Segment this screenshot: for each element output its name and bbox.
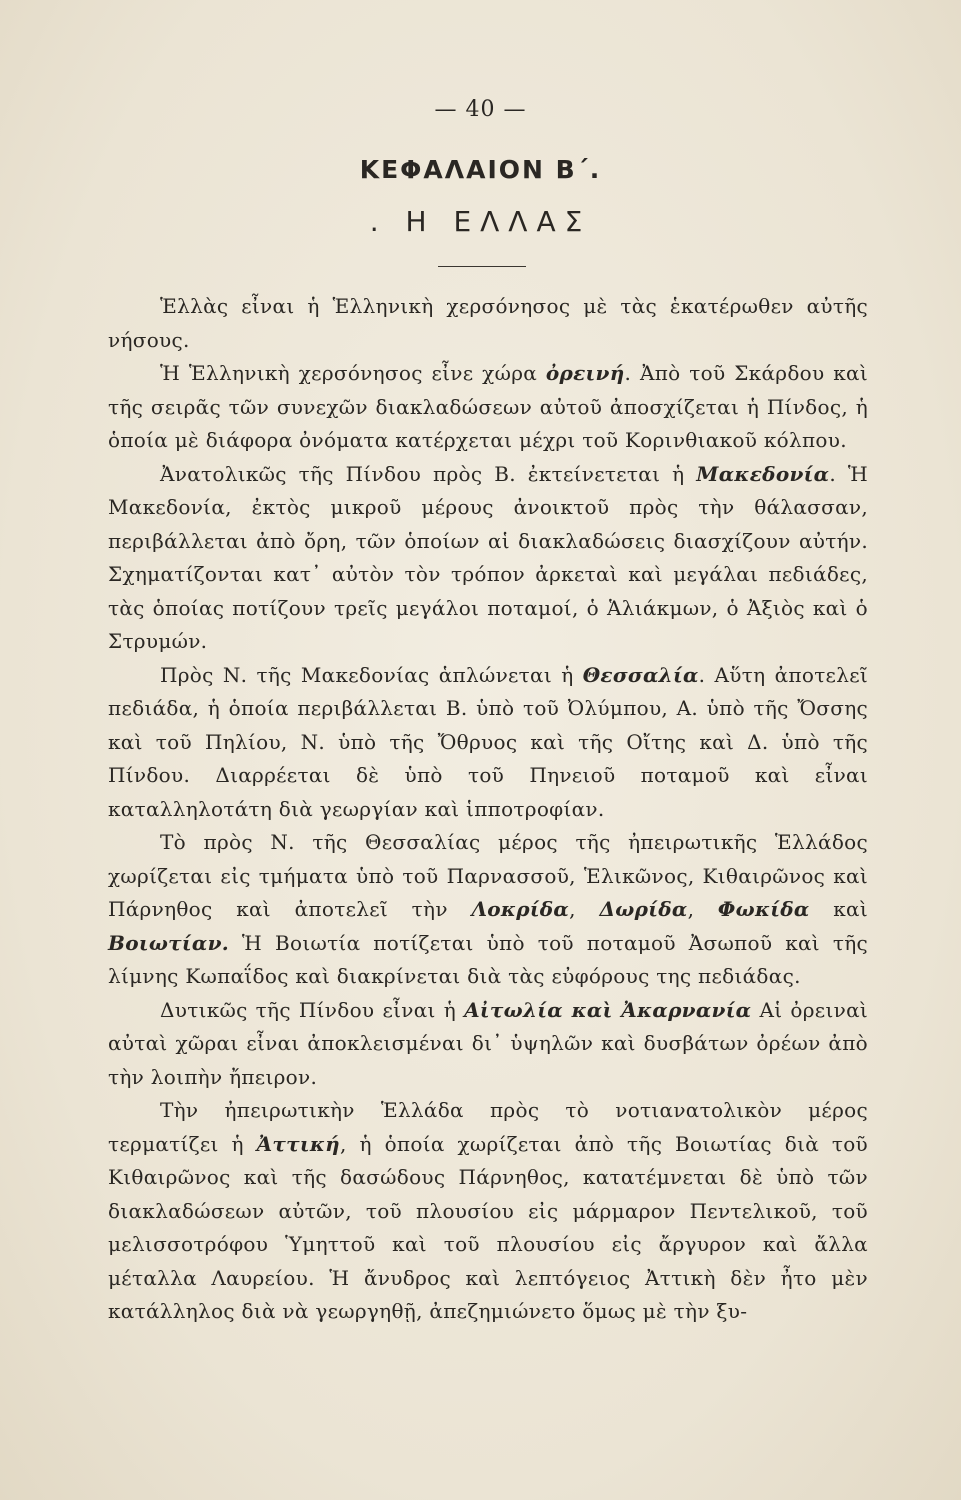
text-run: , ἡ ὁποία χωρίζεται ἀπὸ τῆς Βοιωτίας διὰ τοῦ Κιθαιρῶνος καὶ τῆς δασώδους Πάρνηθος, κατατέμνεται δὲ ὑπὸ τῶν διακλαδώσεων αὐτῶν, τοῦ πλουσίου εἰς μάρμαρον Πεντελικοῦ, τοῦ μελισσοτρόφου Ὑμηττοῦ καὶ τοῦ πλουσίου εἰς ἄργυρον καὶ ἄλλα μέταλλα Λαυρείου. Ἡ ἄνυδρος καὶ λεπτόγειος Ἀττικὴ δὲν ἦτο μὲν κατάλληλος διὰ νὰ γεωργηθῇ, ἀπεζημιώνετο ὅμως μὲ τὴν ξυ- (108, 1131, 868, 1323)
text-run: Ἡ Ἑλληνικὴ χερσόνησος εἶνε χώρα (160, 361, 546, 385)
text-run: Ἡ Βοιωτία ποτίζεται ὑπὸ τοῦ ποταμοῦ Ἀσωποῦ καὶ τῆς λίμνης Κωπαΐδος καὶ διακρίνεται διὰ τὰς εὐφόρους της πεδιάδας. (108, 930, 868, 988)
emphasized-term: ὀρεινή (545, 361, 625, 385)
paragraph (108, 994, 868, 1095)
section-title: . Η ΕΛΛΑΣ (369, 205, 592, 238)
text-run: . Ἡ Μακεδονία, ἐκτὸς μικροῦ μέρους ἀνοικτοῦ πρὸς τὴν θάλασσαν, περιβάλλεται ἀπὸ ὄρη, τῶν ὁποίων αἱ διακλαδώσεις διασχίζουν αὐτήν. Σχηματίζονται κατ᾽ αὐτὸν τὸν τρόπον ἀρκεταὶ καὶ μεγάλαι πεδιάδες, τὰς ὁποίας ποτίζουν τρεῖς μεγάλοι ποταμοί, ὁ Ἁλιάκμων, ὁ Ἀξιὸς καὶ ὁ Στρυμών. (108, 461, 868, 653)
text-run: Ἑλλὰς εἶναι ἡ Ἑλληνικὴ χερσόνησος μὲ τὰς ἑκατέρωθεν αὐτῆς νήσους. (108, 294, 868, 352)
paragraph (108, 458, 868, 659)
emphasized-term: Δωρίδα (599, 897, 688, 921)
text-run: , (687, 897, 718, 921)
paragraph (108, 290, 868, 357)
paragraph (108, 1094, 868, 1329)
text-run: Αἱ ὀρειναὶ αὐταὶ χῶραι εἶναι ἀποκλεισμέναι δι᾽ ὑψηλῶν καὶ δυσβάτων ὀρέων ἀπὸ τὴν λοιπὴν ἤπειρον. (108, 997, 869, 1089)
emphasized-term: Ἀττική (256, 1131, 341, 1156)
text-run: Πρὸς Ν. τῆς Μακεδονίας ἁπλώνεται ἡ (160, 662, 583, 687)
text-run: . Αὕτη ἀποτελεῖ πεδιάδα, ἡ ὁποία περιβάλλεται Β. ὑπὸ τοῦ Ὀλύμπου, Α. ὑπὸ τῆς Ὄσσης καὶ τοῦ Πηλίου, Ν. ὑπὸ τῆς Ὄθρυος καὶ τῆς Οἴτης καὶ Δ. ὑπὸ τῆς Πίνδου. Διαρρέεται δὲ ὑπὸ τοῦ Πηνειοῦ ποταμοῦ καὶ εἶναι καταλληλοτάτη διὰ γεωργίαν καὶ ἱπποτροφίαν. (108, 662, 868, 821)
emphasized-term: Θεσσαλία (582, 662, 699, 687)
emphasized-term: Φωκίδα (717, 897, 810, 921)
paragraph (108, 826, 868, 994)
emphasized-term: Βοιωτίαν. (108, 930, 230, 955)
paragraph (108, 357, 868, 458)
text-run: Ἀνατολικῶς τῆς Πίνδου πρὸς Β. ἐκτείνετεται ἡ (160, 461, 697, 486)
paragraph (108, 659, 868, 827)
text-run: Τὸ πρὸς Ν. τῆς Θεσσαλίας μέρος τῆς ἠπειρωτικῆς Ἑλλάδος χωρίζεται εἰς τμήματα ὑπὸ τοῦ Παρνασσοῦ, Ἑλικῶνος, Κιθαιρῶνος καὶ Πάρνηθος καὶ ἀποτελεῖ τὴν (108, 830, 868, 921)
text-run: Τὴν ἠπειρωτικὴν Ἑλλάδα πρὸς τὸ νοτιανατολικὸν μέρος τερματίζει ἡ (108, 1098, 868, 1156)
emphasized-term: Αἰτωλία καὶ Ἀκαρνανία (464, 997, 752, 1022)
title-divider (438, 266, 526, 267)
text-run: . Ἀπὸ τοῦ Σκάρδου καὶ τῆς σειρᾶς τῶν συνεχῶν διακλαδώσεων αὐτοῦ ἀποσχίζεται ἡ Πίνδος, ἡ ὁποία μὲ διάφορα ὀνόματα κατέρχεται μέχρι τοῦ Κορινθιακοῦ κόλπου. (108, 361, 868, 452)
chapter-heading: ΚΕΦΑΛΑΙΟΝ Β΄. (359, 155, 602, 184)
text-run: Δυτικῶς τῆς Πίνδου εἶναι ἡ (160, 997, 465, 1022)
body-text (108, 290, 868, 1329)
emphasized-term: Λοκρίδα (471, 897, 570, 921)
text-run: , (569, 897, 600, 921)
emphasized-term: Μακεδονία (696, 461, 830, 486)
page-number: — 40 — (434, 97, 527, 122)
text-run: καὶ (809, 897, 868, 921)
